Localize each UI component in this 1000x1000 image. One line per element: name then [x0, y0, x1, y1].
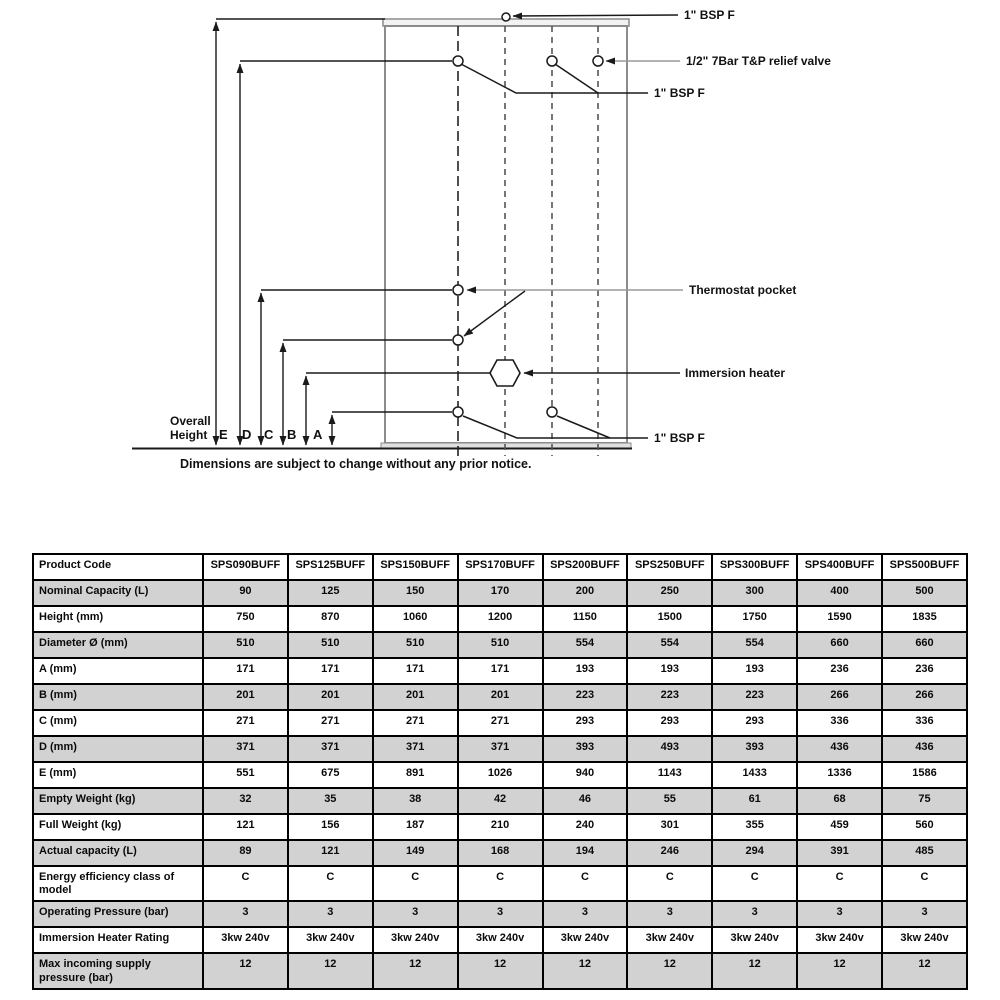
spec-value-cell: 1336	[797, 762, 882, 788]
spec-value-cell: C	[288, 866, 373, 901]
spec-value-cell: 171	[203, 658, 288, 684]
dim-letter-b: B	[287, 427, 297, 442]
spec-value-cell: 171	[458, 658, 543, 684]
spec-value-cell: 1750	[712, 606, 797, 632]
spec-value-cell: 193	[543, 658, 628, 684]
spec-value-cell: 75	[882, 788, 967, 814]
spec-value-cell: C	[203, 866, 288, 901]
spec-value-cell: C	[458, 866, 543, 901]
spec-value-cell: 3	[203, 901, 288, 927]
spec-value-cell: 660	[797, 632, 882, 658]
label-upper-bsp: 1" BSP F	[654, 86, 705, 100]
row-label: Max incoming supply pressure (bar)	[33, 953, 203, 988]
bsp-port-icons	[453, 13, 603, 417]
row-label: C (mm)	[33, 710, 203, 736]
spec-value-cell: 149	[373, 840, 458, 866]
spec-value-cell: 187	[373, 814, 458, 840]
spec-value-cell: 201	[373, 684, 458, 710]
spec-value-cell: 3	[797, 901, 882, 927]
spec-value-cell: 510	[203, 632, 288, 658]
label-immersion-heater: Immersion heater	[685, 366, 786, 380]
spec-value-cell: 1835	[882, 606, 967, 632]
spec-value-cell: 554	[627, 632, 712, 658]
spec-value-cell: 750	[203, 606, 288, 632]
column-header: SPS500BUFF	[882, 554, 967, 580]
row-label: Nominal Capacity (L)	[33, 580, 203, 606]
spec-value-cell: 3kw 240v	[627, 927, 712, 953]
spec-value-cell: 3kw 240v	[458, 927, 543, 953]
spec-value-cell: 554	[543, 632, 628, 658]
row-label: D (mm)	[33, 736, 203, 762]
label-overall-height-2: Height	[170, 428, 208, 442]
spec-value-cell: 493	[627, 736, 712, 762]
spec-value-cell: 121	[203, 814, 288, 840]
spec-value-cell: 1500	[627, 606, 712, 632]
column-header: SPS250BUFF	[627, 554, 712, 580]
spec-value-cell: 371	[458, 736, 543, 762]
spec-value-cell: 223	[712, 684, 797, 710]
table-row	[33, 658, 967, 684]
spec-value-cell: 89	[203, 840, 288, 866]
spec-value-cell: 1143	[627, 762, 712, 788]
column-header: SPS200BUFF	[543, 554, 628, 580]
spec-value-cell: 3	[543, 901, 628, 927]
spec-value-cell: 371	[288, 736, 373, 762]
spec-value-cell: 3kw 240v	[543, 927, 628, 953]
row-label: Empty Weight (kg)	[33, 788, 203, 814]
spec-value-cell: 38	[373, 788, 458, 814]
label-bottom-bsp: 1" BSP F	[654, 431, 705, 445]
spec-value-cell: 223	[543, 684, 628, 710]
spec-value-cell: 3kw 240v	[288, 927, 373, 953]
spec-value-cell: 3kw 240v	[712, 927, 797, 953]
spec-value-cell: C	[797, 866, 882, 901]
dim-letter-a: A	[313, 427, 323, 442]
row-label: Diameter Ø (mm)	[33, 632, 203, 658]
col-header-product-code: Product Code	[33, 554, 203, 580]
spec-value-cell: C	[543, 866, 628, 901]
spec-value-cell: 12	[458, 953, 543, 988]
spec-value-cell: 293	[712, 710, 797, 736]
spec-value-cell: 1026	[458, 762, 543, 788]
spec-value-cell: 271	[373, 710, 458, 736]
spec-value-cell: 266	[797, 684, 882, 710]
spec-value-cell: 3	[458, 901, 543, 927]
spec-value-cell: 271	[288, 710, 373, 736]
spec-value-cell: 393	[543, 736, 628, 762]
spec-value-cell: 436	[797, 736, 882, 762]
spec-value-cell: 3kw 240v	[797, 927, 882, 953]
spec-value-cell: 3kw 240v	[882, 927, 967, 953]
spec-value-cell: 371	[203, 736, 288, 762]
spec-value-cell: 940	[543, 762, 628, 788]
spec-value-cell: 551	[203, 762, 288, 788]
row-label: A (mm)	[33, 658, 203, 684]
spec-value-cell: 200	[543, 580, 628, 606]
table-row	[33, 762, 967, 788]
spec-value-cell: 12	[373, 953, 458, 988]
label-relief-valve: 1/2" 7Bar T&P relief valve	[686, 54, 831, 68]
column-header: SPS300BUFF	[712, 554, 797, 580]
row-label: B (mm)	[33, 684, 203, 710]
spec-value-cell: 336	[797, 710, 882, 736]
spec-value-cell: 3	[882, 901, 967, 927]
spec-value-cell: 500	[882, 580, 967, 606]
spec-value-cell: 12	[712, 953, 797, 988]
spec-value-cell: 355	[712, 814, 797, 840]
spec-value-cell: 675	[288, 762, 373, 788]
spec-value-cell: 3	[373, 901, 458, 927]
table-header-row	[33, 554, 967, 580]
dim-letter-c: C	[264, 427, 274, 442]
spec-value-cell: 271	[458, 710, 543, 736]
spec-value-cell: 32	[203, 788, 288, 814]
spec-value-cell: 12	[882, 953, 967, 988]
spec-value-cell: C	[373, 866, 458, 901]
spec-value-cell: 436	[882, 736, 967, 762]
spec-value-cell: 210	[458, 814, 543, 840]
spec-value-cell: 201	[288, 684, 373, 710]
spec-value-cell: 1433	[712, 762, 797, 788]
spec-table	[32, 553, 968, 990]
table-row	[33, 953, 967, 988]
column-header: SPS125BUFF	[288, 554, 373, 580]
spec-value-cell: 393	[712, 736, 797, 762]
spec-value-cell: 150	[373, 580, 458, 606]
diagram-note: Dimensions are subject to change without any prior notice.	[180, 457, 532, 471]
spec-value-cell: 300	[712, 580, 797, 606]
spec-value-cell: 240	[543, 814, 628, 840]
spec-value-cell: 12	[288, 953, 373, 988]
table-row	[33, 788, 967, 814]
spec-value-cell: 510	[373, 632, 458, 658]
row-label: Immersion Heater Rating	[33, 927, 203, 953]
dimension-lines	[216, 19, 490, 445]
spec-value-cell: 156	[288, 814, 373, 840]
spec-value-cell: 236	[882, 658, 967, 684]
spec-value-cell: 250	[627, 580, 712, 606]
table-row	[33, 736, 967, 762]
spec-value-cell: 400	[797, 580, 882, 606]
spec-value-cell: 510	[458, 632, 543, 658]
table-row	[33, 606, 967, 632]
spec-value-cell: 193	[712, 658, 797, 684]
spec-value-cell: 55	[627, 788, 712, 814]
immersion-heater-icon	[490, 360, 520, 386]
spec-value-cell: 201	[458, 684, 543, 710]
column-header: SPS400BUFF	[797, 554, 882, 580]
spec-value-cell: 660	[882, 632, 967, 658]
spec-value-cell: 3kw 240v	[373, 927, 458, 953]
table-row	[33, 684, 967, 710]
column-header: SPS150BUFF	[373, 554, 458, 580]
spec-value-cell: 46	[543, 788, 628, 814]
column-header: SPS090BUFF	[203, 554, 288, 580]
dashed-centerlines	[458, 26, 598, 461]
spec-value-cell: 371	[373, 736, 458, 762]
spec-value-cell: 3	[288, 901, 373, 927]
label-top-bsp: 1" BSP F	[684, 8, 735, 22]
spec-value-cell: 171	[288, 658, 373, 684]
table-row	[33, 927, 967, 953]
table-row	[33, 901, 967, 927]
label-thermostat-pocket: Thermostat pocket	[689, 283, 797, 297]
table-row	[33, 632, 967, 658]
spec-value-cell: 121	[288, 840, 373, 866]
spec-value-cell: 294	[712, 840, 797, 866]
dim-letter-d: D	[242, 427, 252, 442]
spec-value-cell: 554	[712, 632, 797, 658]
spec-value-cell: 61	[712, 788, 797, 814]
spec-value-cell: 168	[458, 840, 543, 866]
spec-value-cell: 201	[203, 684, 288, 710]
spec-value-cell: 236	[797, 658, 882, 684]
row-label: Full Weight (kg)	[33, 814, 203, 840]
spec-value-cell: 35	[288, 788, 373, 814]
row-label: Energy efficiency class of model	[33, 866, 203, 901]
spec-value-cell: 293	[627, 710, 712, 736]
spec-value-cell: 3	[712, 901, 797, 927]
spec-value-cell: C	[627, 866, 712, 901]
spec-value-cell: 68	[797, 788, 882, 814]
row-label: Height (mm)	[33, 606, 203, 632]
spec-value-cell: 485	[882, 840, 967, 866]
spec-value-cell: 12	[543, 953, 628, 988]
label-overall-height-1: Overall	[170, 414, 211, 428]
spec-value-cell: 1200	[458, 606, 543, 632]
spec-value-cell: 870	[288, 606, 373, 632]
spec-value-cell: 510	[288, 632, 373, 658]
column-header: SPS170BUFF	[458, 554, 543, 580]
spec-value-cell: 336	[882, 710, 967, 736]
spec-value-cell: 246	[627, 840, 712, 866]
spec-value-cell: 459	[797, 814, 882, 840]
spec-value-cell: 1590	[797, 606, 882, 632]
spec-value-cell: 1586	[882, 762, 967, 788]
row-label: Operating Pressure (bar)	[33, 901, 203, 927]
spec-value-cell: 194	[543, 840, 628, 866]
table-row	[33, 710, 967, 736]
table-row	[33, 840, 967, 866]
spec-value-cell: 1150	[543, 606, 628, 632]
spec-value-cell: 125	[288, 580, 373, 606]
spec-value-cell: 12	[797, 953, 882, 988]
spec-value-cell: 12	[627, 953, 712, 988]
spec-value-cell: 170	[458, 580, 543, 606]
spec-value-cell: 171	[373, 658, 458, 684]
spec-value-cell: 90	[203, 580, 288, 606]
spec-value-cell: C	[712, 866, 797, 901]
spec-value-cell: 3	[627, 901, 712, 927]
spec-value-cell: 3kw 240v	[203, 927, 288, 953]
spec-value-cell: 560	[882, 814, 967, 840]
spec-value-cell: 266	[882, 684, 967, 710]
spec-value-cell: 223	[627, 684, 712, 710]
spec-value-cell: 12	[203, 953, 288, 988]
spec-value-cell: C	[882, 866, 967, 901]
table-row	[33, 866, 967, 901]
spec-value-cell: 193	[627, 658, 712, 684]
spec-value-cell: 271	[203, 710, 288, 736]
table-row	[33, 814, 967, 840]
spec-value-cell: 293	[543, 710, 628, 736]
spec-value-cell: 42	[458, 788, 543, 814]
dim-letter-e: E	[219, 427, 228, 442]
spec-value-cell: 891	[373, 762, 458, 788]
table-row	[33, 580, 967, 606]
spec-value-cell: 301	[627, 814, 712, 840]
row-label: E (mm)	[33, 762, 203, 788]
spec-value-cell: 391	[797, 840, 882, 866]
spec-value-cell: 1060	[373, 606, 458, 632]
row-label: Actual capacity (L)	[33, 840, 203, 866]
